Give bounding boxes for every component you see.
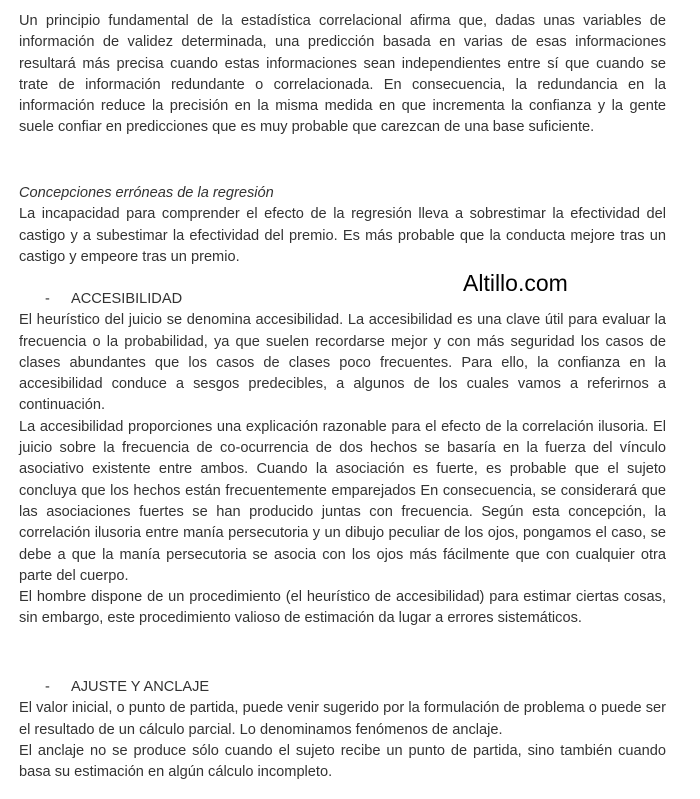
intro-paragraph: Un principio fundamental de la estadística correlacional afirma que, dadas unas variables de información de validez determinada, una predicción basada en varias de esas informaciones resultará más precisa cuando estas informaciones sean independientes entre sí que cuando se trate de información redundante o correlacionada. En consecuencia, la redundancia en la información reduce la precisión en la misma medida en que incrementa la confianza y la gente suele confiar en predicciones que es muy probable que carezcan de una base suficiente.: [19, 13, 666, 136]
accesibilidad-paragraph: El hombre dispone de un procedimiento (el heurístico de accesibilidad) para estimar ciertas cosas, sin embargo, este procedimiento valioso de estimación da lugar a errores sistemáticos.: [19, 589, 666, 627]
intro-section: [19, 11, 666, 139]
ajuste-paragraph: El valor inicial, o punto de partida, puede venir sugerido por la formulación de problema o puede ser el resultado de un cálculo parcial. Lo denominamos fenómenos de anclaje.: [19, 700, 666, 738]
regression-subtitle: Concepciones erróneas de la regresión: [19, 185, 274, 201]
regression-section: [19, 183, 666, 268]
regression-paragraph: La incapacidad para comprender el efecto de la regresión lleva a sobrestimar la efectividad del castigo y a subestimar la efectividad del premio. Es más probable que la conducta mejore tras un castigo y empeore tras un premio.: [19, 206, 666, 265]
accesibilidad-heading-line: [19, 289, 666, 310]
accesibilidad-heading: ACCESIBILIDAD: [71, 291, 183, 307]
accesibilidad-paragraph: El heurístico del juicio se denomina accesibilidad. La accesibilidad es una clave útil para evaluar la frecuencia o la probabilidad, ya que suelen recordarse mejor y con más seguridad los casos de clases abundantes que los casos de clases poco frecuentes. Para ello, la confianza en la accesibilidad conduce a sesgos predecibles, a algunos de los cuales vamos a referirnos a continuación.: [19, 312, 666, 414]
ajuste-paragraph: El anclaje no se produce sólo cuando el sujeto recibe un punto de partida, sino también cuando basa su estimación en algún cálculo incompleto.: [19, 742, 666, 781]
bullet-dash: -: [45, 291, 50, 307]
watermark-text: Altillo.com: [463, 270, 568, 296]
ajuste-section: [19, 677, 666, 783]
ajuste-heading-line: [19, 677, 666, 698]
ajuste-heading: AJUSTE Y ANCLAJE: [71, 679, 210, 695]
accesibilidad-section: [19, 289, 666, 630]
accesibilidad-paragraph: La accesibilidad proporciones una explicación razonable para el efecto de la correlación ilusoria. El juicio sobre la frecuencia de co-ocurrencia de dos hechos se basaría en la fuerza del vínculo asociativo existente entre ambos. Cuando la asociación es fuerte, es probable que el sujeto concluya que los hechos están frecuentemente emparejados En consecuencia, se considerará que las asociaciones fuertes se han producido juntas con frecuencia. Según esta concepción, la correlación ilusoria entre manía persecutoria y un dibujo peculiar de los ojos, pongamos el caso, se debe a que la manía persecutoria se asocia con los ojos más fácilmente que con cualquier otra parte del cuerpo.: [19, 418, 666, 584]
bullet-dash: -: [45, 679, 50, 695]
